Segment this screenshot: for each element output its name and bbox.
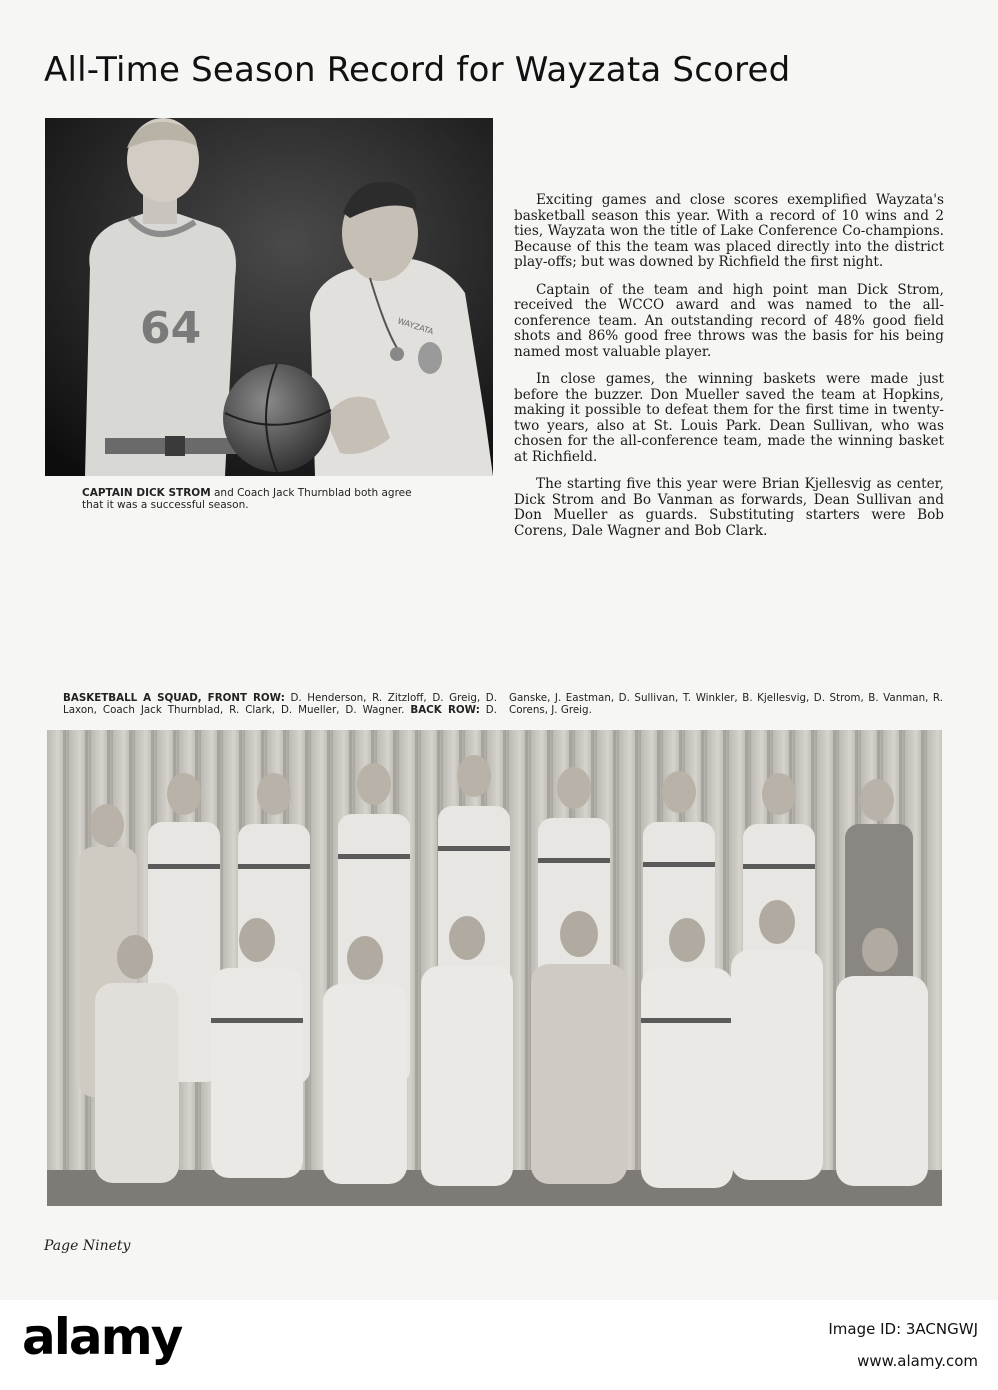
captain-coach-illustration: [45, 118, 493, 476]
article-paragraph: Exciting games and close scores exemplified Wayzata's basketball season this year. With a record of 10 wins and 2 ties, Wayzata won the title of Lake Conference Co-champions. Because of this the team was placed directly into the district play-offs; but was downed by Richfield the first night.: [514, 192, 944, 270]
coach-shirt-lettering: WAYZATA: [396, 316, 435, 337]
article-paragraph: The starting five this year were Brian Kjellesvig as center, Dick Strom and Bo Vanman as forwards, Dean Sullivan and Don Mueller as guards. Substituting starters were Bob Corens, Dale Wagner and Bob Clark.: [514, 476, 944, 539]
squad-photo-caption: [63, 692, 943, 716]
back-row-label: BACK ROW:: [410, 704, 480, 716]
caption-line1: and Coach Jack Thurnblad both agree: [210, 487, 412, 499]
back-row-names: D. Ganske, J. Eastman, D. Sullivan, T. Winkler, B. Kjellesvig, D. Strom, B. Vanman, R. Corens, J. Greig.: [479, 692, 943, 716]
captain-coach-photo: [45, 118, 493, 476]
page-number: Page Ninety: [44, 1238, 131, 1254]
article-body: [514, 193, 944, 551]
front-row-label: BASKETBALL A SQUAD, FRONT ROW:: [63, 692, 285, 704]
article-paragraph: In close games, the winning baskets were made just before the buzzer. Don Mueller saved the team at Hopkins, making it possible to defeat them for the first time in twenty-two years, also at St. Louis Park. Dean Sullivan, who was chosen for the all-conference team, made the winning basket at Richfield.: [514, 371, 944, 465]
article-paragraph: Captain of the team and high point man Dick Strom, received the WCCO award and was named to the all-conference team. An outstanding record of 48% good field shots and 86% good free throws was the basis for his being named most valuable player.: [514, 281, 944, 360]
alamy-url: www.alamy.com: [857, 1352, 978, 1370]
alamy-logo: alamy: [22, 1308, 182, 1366]
jersey-number: 64: [140, 303, 202, 354]
captain-photo-caption: [82, 487, 472, 511]
team-photo-illustration: [47, 730, 942, 1206]
caption-lead: CAPTAIN DICK STROM: [82, 487, 211, 499]
page-headline: All-Time Season Record for Wayzata Scored: [44, 50, 791, 90]
caption-line2: that it was a successful season.: [82, 499, 249, 511]
stock-watermark-bar: [0, 1300, 998, 1390]
front-row-names: D. Henderson, R. Zitzloff, D. Greig, D. Laxon, Coach Jack Thurnblad, R. Clark, D. Mueller, D. Wagner.: [63, 692, 497, 716]
image-id-label: Image ID: 3ACNGWJ: [828, 1320, 978, 1338]
team-photo: [47, 730, 942, 1206]
